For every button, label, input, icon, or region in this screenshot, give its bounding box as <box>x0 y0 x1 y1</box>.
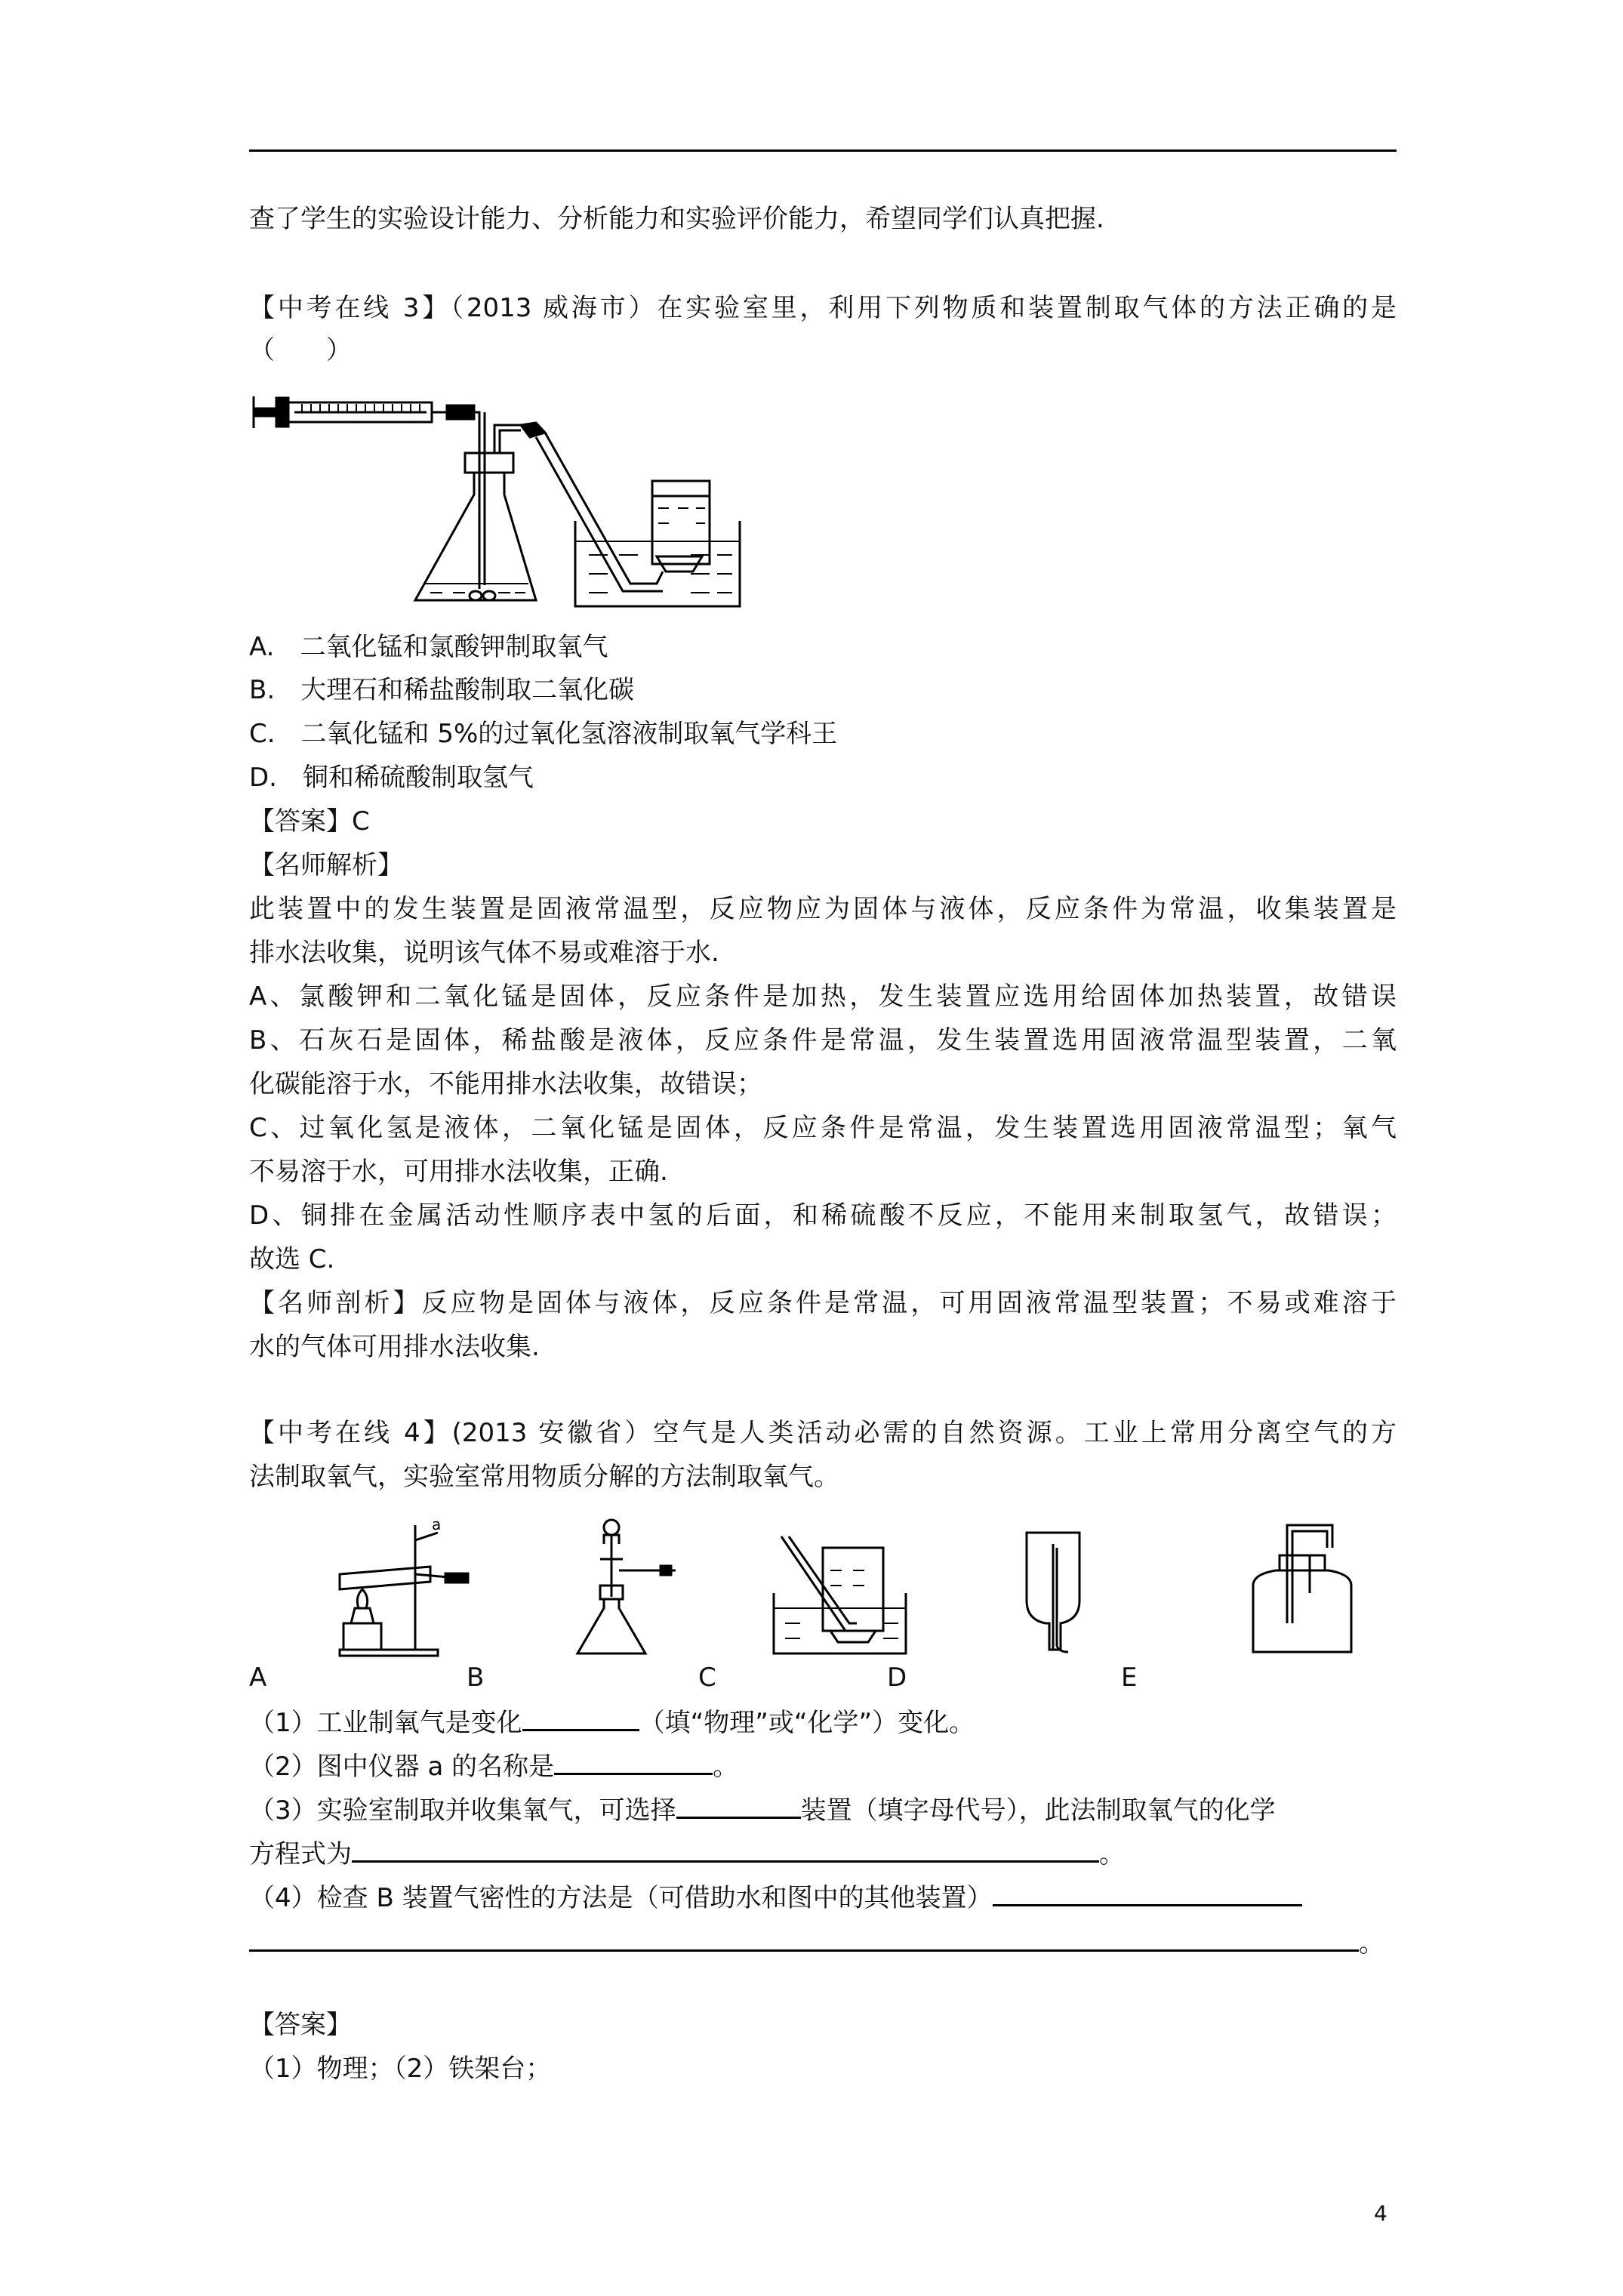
q4-title-line1: 【中考在线 4】(2013 安徽省）空气是人类活动必需的自然资源。工业上常用分离空气的方 <box>249 1418 1397 1448</box>
q4-sub4-text: （4）检查 B 装置气密性的方法是（可借助水和图中的其他装置） <box>249 1883 993 1913</box>
q4-sub1-blank[interactable] <box>522 1703 639 1731</box>
q3-analysis-line: 此装置中的发生装置是固液常温型，反应物应为固体与液体，反应条件为常温，收集装置是 <box>249 894 1397 924</box>
apparatus-e-diagram <box>1246 1510 1359 1657</box>
figure-label-b: B <box>467 1663 485 1693</box>
q4-sub2-blank[interactable] <box>554 1747 713 1775</box>
figure-label-c: C <box>698 1663 716 1693</box>
apparatus-d-figure <box>1015 1525 1098 1657</box>
q3-analysis-line: D、铜排在金属活动性顺序表中氢的后面，和稀硫酸不反应，不能用来制取氢气，故错误； <box>249 1200 1397 1231</box>
q4-sub3-text: （3）实验室制取并收集氧气，可选择 <box>249 1795 676 1826</box>
q4-sub2-text-end: 。 <box>713 1752 739 1782</box>
q3-answer: 【答案】C <box>249 806 370 837</box>
q3-analysis-line: 排水法收集，说明该气体不易或难溶于水. <box>249 938 719 968</box>
q3-analysis-line: C、过氧化氢是液体，二氧化锰是固体，反应条件是常温，发生装置选用固液常温型；氧气 <box>249 1113 1397 1143</box>
page-number: 4 <box>1374 2201 1387 2226</box>
q4-sub1-text-end: （填“物理”或“化学”）变化。 <box>639 1708 975 1738</box>
q4-subquestion-1 <box>249 1703 975 1740</box>
q3-option-d: D. 铜和稀硫酸制取氢气 <box>249 763 534 793</box>
q3-apparatus-diagram <box>249 381 793 615</box>
apparatus-c-diagram <box>770 1533 910 1657</box>
header-text: 查了学生的实验设计能力、分析能力和实验评价能力，希望同学们认真把握. <box>249 204 1104 234</box>
apparatus-b-diagram <box>570 1514 691 1661</box>
q4-subquestion-2 <box>249 1747 738 1783</box>
q3-title-line1: 【中考在线 3】（2013 威海市）在实验室里，利用下列物质和装置制取气体的方法正确的是 <box>249 293 1397 323</box>
q4-sub2-text: （2）图中仪器 a 的名称是 <box>249 1752 555 1782</box>
q4-sub4-blank-2[interactable] <box>249 1924 1359 1952</box>
header-rule <box>249 149 1397 152</box>
figure-label-a: A <box>249 1663 267 1693</box>
apparatus-b-figure <box>570 1514 691 1661</box>
q3-apparatus-figure <box>249 381 793 615</box>
q3-analysis-line: A、氯酸钾和二氧化锰是固体，反应条件是加热，发生装置应选用给固体加热装置，故错误 <box>249 982 1397 1012</box>
q3-analysis-title: 【名师解析】 <box>249 850 403 880</box>
q4-title-line2: 法制取氧气，实验室常用物质分解的方法制取氧气。 <box>249 1462 839 1492</box>
q4-subquestion-4-line2 <box>249 1924 1384 1960</box>
q4-sub4-end: 。 <box>1359 1928 1384 1959</box>
q4-sub4-blank-1[interactable] <box>993 1878 1302 1906</box>
q4-answer-title: 【答案】 <box>249 2010 352 2040</box>
q4-subquestion-3-line2 <box>249 1835 1125 1871</box>
figure-label-d: D <box>887 1663 907 1693</box>
q4-sub3-blank-letters[interactable] <box>676 1791 801 1819</box>
q3-analysis-line: 故选 C. <box>249 1244 335 1274</box>
q4-subquestion-4 <box>249 1878 1302 1915</box>
apparatus-a-figure <box>325 1510 476 1661</box>
q3-title-line2: （ ） <box>249 335 352 365</box>
q4-sub3-equation-blank[interactable] <box>352 1835 1099 1863</box>
apparatus-a-mark: a <box>432 1515 442 1533</box>
q4-subquestion-3 <box>249 1791 1276 1827</box>
q3-analysis-line: 化碳能溶于水，不能用排水法收集，故错误； <box>249 1069 762 1099</box>
q3-comment-line1: 【名师剖析】反应物是固体与液体，反应条件是常温，可用固液常温型装置；不易或难溶于 <box>249 1288 1397 1318</box>
q3-option-c: C. 二氧化锰和 5%的过氧化氢溶液制取氧气学科王 <box>249 719 838 749</box>
figure-label-e: E <box>1121 1663 1138 1693</box>
q4-sub1-text: （1）工业制氧气是变化 <box>249 1708 522 1738</box>
apparatus-a-diagram <box>325 1510 476 1661</box>
apparatus-d-diagram <box>1015 1525 1098 1657</box>
q4-sub3-equation-end: 。 <box>1099 1839 1125 1869</box>
q3-analysis-line: 不易溶于水，可用排水法收集，正确. <box>249 1157 668 1187</box>
q3-comment-line2: 水的气体可用排水法收集. <box>249 1332 540 1362</box>
q4-answer-line: （1）物理；（2）铁架台； <box>249 2054 552 2084</box>
q4-sub3-equation-label: 方程式为 <box>249 1839 352 1869</box>
q3-option-a: A. 二氧化锰和氯酸钾制取氧气 <box>249 632 608 662</box>
q4-sub3-text-end: 装置（填字母代号），此法制取氧气的化学 <box>800 1795 1276 1826</box>
apparatus-c-figure <box>770 1533 910 1657</box>
q3-option-b: B. 大理石和稀盐酸制取二氧化碳 <box>249 675 635 705</box>
q3-analysis-line: B、石灰石是固体，稀盐酸是液体，反应条件是常温，发生装置选用固液常温型装置，二氧 <box>249 1025 1397 1056</box>
apparatus-e-figure <box>1246 1510 1359 1657</box>
